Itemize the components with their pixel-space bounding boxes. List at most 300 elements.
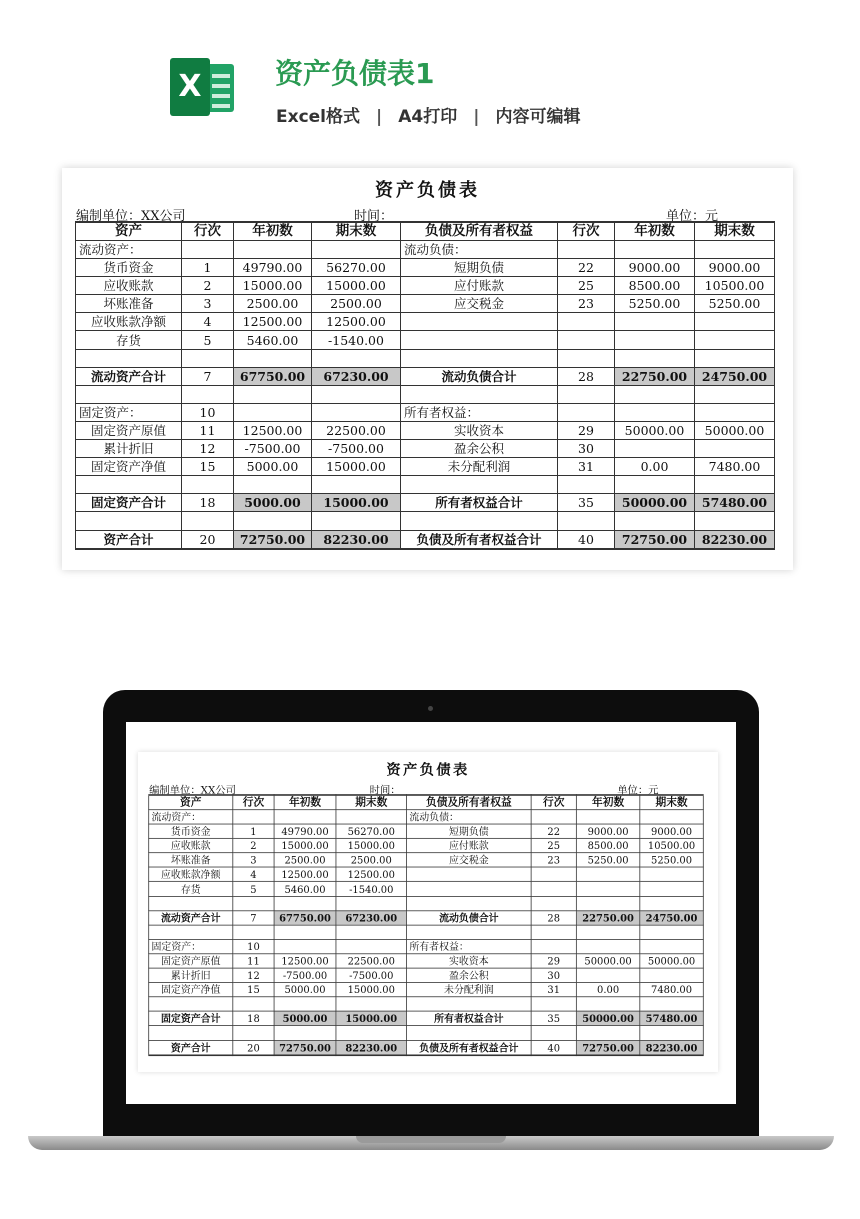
- table-cell: 50000.00: [695, 421, 775, 439]
- table-cell: 15000.00: [336, 1011, 407, 1025]
- table-cell: 应付账款: [401, 277, 558, 295]
- table-cell: 2: [182, 277, 234, 295]
- column-header: 年初数: [576, 795, 639, 810]
- table-cell: [531, 939, 576, 953]
- table-cell: -7500.00: [234, 440, 312, 458]
- table-cell: 流动负债合计: [407, 911, 532, 925]
- table-cell: 固定资产：: [149, 939, 233, 953]
- table-cell: [695, 476, 775, 494]
- table-cell: [336, 997, 407, 1011]
- table-cell: 流动负债合计: [401, 367, 558, 385]
- table-cell: 56270.00: [312, 259, 401, 277]
- table-cell: 累计折旧: [149, 968, 233, 982]
- table-cell: 9000.00: [640, 824, 703, 838]
- table-cell: 12500.00: [234, 421, 312, 439]
- table-cell: [695, 440, 775, 458]
- table-cell: [233, 1026, 274, 1040]
- feature-editable: 内容可编辑: [495, 107, 581, 127]
- table-cell: 盈余公积: [401, 440, 558, 458]
- table-cell: 15000.00: [312, 458, 401, 476]
- table-cell: 存货: [76, 331, 182, 349]
- table-cell: 22: [531, 824, 576, 838]
- table-cell: [149, 925, 233, 939]
- table-cell: 7480.00: [640, 983, 703, 997]
- table-cell: [576, 896, 639, 910]
- table-cell: 8500.00: [615, 277, 695, 295]
- table-cell: [149, 997, 233, 1011]
- table-cell: 18: [182, 494, 234, 512]
- table-cell: 72750.00: [274, 1040, 336, 1055]
- table-cell: 20: [233, 1040, 274, 1055]
- table-cell: [615, 403, 695, 421]
- table-cell: 0.00: [576, 983, 639, 997]
- table-cell: 资产合计: [149, 1040, 233, 1055]
- table-cell: [274, 810, 336, 824]
- table-row: [149, 1026, 704, 1040]
- table-cell: 40: [558, 530, 615, 549]
- table-cell: [576, 997, 639, 1011]
- feature-list: Excel格式 | A4打印 | 内容可编辑: [276, 107, 581, 127]
- table-row: [76, 403, 775, 421]
- table-cell: 31: [558, 458, 615, 476]
- table-row: [76, 259, 775, 277]
- table-cell: 2500.00: [234, 295, 312, 313]
- table-cell: 50000.00: [576, 1011, 639, 1025]
- table-cell: -1540.00: [336, 882, 407, 896]
- table-cell: [558, 331, 615, 349]
- sheet-title: 资产负债表: [386, 761, 470, 779]
- table-cell: 82230.00: [312, 530, 401, 549]
- table-cell: 12500.00: [274, 954, 336, 968]
- table-cell: 9000.00: [615, 259, 695, 277]
- table-cell: [407, 867, 532, 881]
- column-header: 年初数: [274, 795, 336, 810]
- table-cell: 12500.00: [336, 867, 407, 881]
- table-cell: 1: [233, 824, 274, 838]
- table-cell: 28: [558, 367, 615, 385]
- feature-print: A4打印: [398, 107, 458, 127]
- table-cell: [576, 968, 639, 982]
- table-cell: [558, 385, 615, 403]
- table-cell: [695, 313, 775, 331]
- table-cell: 15000.00: [234, 277, 312, 295]
- table-cell: [76, 349, 182, 367]
- table-cell: [576, 925, 639, 939]
- laptop-notch: [356, 1136, 506, 1143]
- table-cell: 5250.00: [615, 295, 695, 313]
- table-row: [149, 810, 704, 824]
- table-cell: 57480.00: [695, 494, 775, 512]
- table-cell: [274, 997, 336, 1011]
- table-cell: 所有者权益合计: [407, 1011, 532, 1025]
- table-cell: 5: [233, 882, 274, 896]
- table-cell: 12500.00: [274, 867, 336, 881]
- table-cell: [312, 403, 401, 421]
- table-cell: 流动资产：: [76, 241, 182, 259]
- table-cell: [531, 1026, 576, 1040]
- table-cell: [234, 403, 312, 421]
- sheet-title: 资产负债表: [375, 180, 480, 201]
- table-cell: [531, 882, 576, 896]
- table-cell: [615, 512, 695, 530]
- table-header-row: [76, 222, 775, 241]
- table-cell: 12500.00: [312, 313, 401, 331]
- table-cell: [234, 349, 312, 367]
- table-row: [76, 494, 775, 512]
- table-cell: 22750.00: [576, 911, 639, 925]
- table-cell: [274, 925, 336, 939]
- table-cell: [640, 810, 703, 824]
- table-row: [149, 997, 704, 1011]
- table-cell: 固定资产合计: [149, 1011, 233, 1025]
- table-cell: [640, 867, 703, 881]
- table-cell: 35: [531, 1011, 576, 1025]
- table-cell: [640, 925, 703, 939]
- table-cell: [401, 331, 558, 349]
- table-row: [149, 954, 704, 968]
- table-cell: -7500.00: [312, 440, 401, 458]
- table-cell: 未分配利润: [407, 983, 532, 997]
- table-cell: 40: [531, 1040, 576, 1055]
- table-cell: [234, 241, 312, 259]
- column-header: 期末数: [640, 795, 703, 810]
- table-cell: [76, 512, 182, 530]
- table-cell: [234, 385, 312, 403]
- table-cell: 资产合计: [76, 530, 182, 549]
- table-cell: [312, 349, 401, 367]
- table-cell: 流动资产合计: [149, 911, 233, 925]
- table-row: [149, 853, 704, 867]
- table-row: [76, 277, 775, 295]
- table-cell: [558, 512, 615, 530]
- table-cell: [401, 313, 558, 331]
- table-cell: 负债及所有者权益合计: [407, 1040, 532, 1055]
- table-cell: 67750.00: [234, 367, 312, 385]
- table-cell: [182, 385, 234, 403]
- table-cell: 22750.00: [615, 367, 695, 385]
- table-cell: [274, 939, 336, 953]
- table-cell: 8500.00: [576, 839, 639, 853]
- table-cell: [401, 512, 558, 530]
- table-cell: [312, 241, 401, 259]
- table-cell: [401, 385, 558, 403]
- currency-label: 单位：元: [666, 209, 719, 224]
- table-cell: 12: [182, 440, 234, 458]
- table-row: [149, 911, 704, 925]
- company-label: 编制单位：XX公司: [76, 209, 186, 224]
- column-header: 行次: [558, 222, 615, 241]
- table-cell: 2500.00: [312, 295, 401, 313]
- table-cell: 累计折旧: [76, 440, 182, 458]
- table-cell: 20: [182, 530, 234, 549]
- table-cell: [336, 896, 407, 910]
- table-cell: [234, 476, 312, 494]
- table-cell: 22500.00: [336, 954, 407, 968]
- table-cell: 72750.00: [234, 530, 312, 549]
- table-cell: 4: [182, 313, 234, 331]
- table-cell: 67230.00: [336, 911, 407, 925]
- table-cell: [615, 476, 695, 494]
- table-cell: -7500.00: [336, 968, 407, 982]
- table-cell: 2500.00: [274, 853, 336, 867]
- column-header: 行次: [233, 795, 274, 810]
- table-cell: [558, 476, 615, 494]
- table-cell: [336, 925, 407, 939]
- table-cell: 流动负债：: [407, 810, 532, 824]
- table-cell: [558, 241, 615, 259]
- time-label: 时间：: [369, 784, 401, 797]
- table-cell: 固定资产原值: [76, 421, 182, 439]
- table-cell: 10500.00: [640, 839, 703, 853]
- table-cell: [531, 997, 576, 1011]
- table-cell: 24750.00: [640, 911, 703, 925]
- table-cell: [640, 968, 703, 982]
- table-cell: [76, 476, 182, 494]
- table-row: [149, 925, 704, 939]
- table-cell: [695, 403, 775, 421]
- table-header-row: [149, 795, 704, 810]
- table-cell: [576, 939, 639, 953]
- table-cell: [336, 1026, 407, 1040]
- table-cell: 18: [233, 1011, 274, 1025]
- table-cell: 22: [558, 259, 615, 277]
- column-header: 资产: [76, 222, 182, 241]
- table-cell: 应交税金: [401, 295, 558, 313]
- table-cell: 50000.00: [615, 494, 695, 512]
- table-cell: [234, 512, 312, 530]
- table-cell: 负债及所有者权益合计: [401, 530, 558, 549]
- table-cell: [615, 440, 695, 458]
- table-cell: 7: [182, 367, 234, 385]
- table-cell: 49790.00: [234, 259, 312, 277]
- table-cell: 25: [531, 839, 576, 853]
- table-cell: 10: [233, 939, 274, 953]
- table-cell: [401, 349, 558, 367]
- table-cell: 5250.00: [695, 295, 775, 313]
- sheet-preview-laptop: [138, 752, 718, 1072]
- table-cell: [312, 385, 401, 403]
- table-cell: 所有者权益合计: [401, 494, 558, 512]
- table-row: [76, 331, 775, 349]
- table-cell: 56270.00: [336, 824, 407, 838]
- table-cell: [407, 882, 532, 896]
- table-cell: 35: [558, 494, 615, 512]
- table-cell: 12500.00: [234, 313, 312, 331]
- table-cell: 23: [558, 295, 615, 313]
- table-cell: [558, 403, 615, 421]
- table-row: [76, 530, 775, 549]
- sheet-content: [62, 168, 793, 570]
- table-cell: 应收账款净额: [76, 313, 182, 331]
- table-cell: [531, 867, 576, 881]
- table-cell: 67750.00: [274, 911, 336, 925]
- table-row: [149, 882, 704, 896]
- table-cell: [531, 896, 576, 910]
- table-cell: 10: [182, 403, 234, 421]
- table-cell: 5460.00: [274, 882, 336, 896]
- column-header: 年初数: [234, 222, 312, 241]
- table-cell: [407, 997, 532, 1011]
- table-cell: 货币资金: [76, 259, 182, 277]
- table-cell: [312, 512, 401, 530]
- table-cell: 固定资产合计: [76, 494, 182, 512]
- table-cell: 9000.00: [576, 824, 639, 838]
- table-cell: 所有者权益：: [407, 939, 532, 953]
- table-cell: -1540.00: [312, 331, 401, 349]
- table-cell: 72750.00: [576, 1040, 639, 1055]
- table-cell: [695, 241, 775, 259]
- table-cell: [233, 810, 274, 824]
- table-cell: 11: [182, 421, 234, 439]
- table-cell: 15: [182, 458, 234, 476]
- table-cell: [336, 810, 407, 824]
- camera-icon: [428, 706, 433, 711]
- table-cell: [576, 1026, 639, 1040]
- table-cell: [695, 349, 775, 367]
- table-cell: 7: [233, 911, 274, 925]
- table-cell: [615, 349, 695, 367]
- column-header: 资产: [149, 795, 233, 810]
- table-cell: 流动负债：: [401, 241, 558, 259]
- table-cell: 货币资金: [149, 824, 233, 838]
- table-row: [76, 421, 775, 439]
- column-header: 行次: [531, 795, 576, 810]
- column-header: 期末数: [312, 222, 401, 241]
- table-cell: 3: [233, 853, 274, 867]
- feature-format: Excel格式: [276, 107, 361, 127]
- table-row: [149, 1040, 704, 1055]
- table-cell: 15000.00: [312, 277, 401, 295]
- table-row: [76, 295, 775, 313]
- table-cell: [233, 896, 274, 910]
- table-cell: [182, 476, 234, 494]
- table-cell: 12: [233, 968, 274, 982]
- table-cell: 23: [531, 853, 576, 867]
- table-cell: [401, 476, 558, 494]
- currency-label: 单位：元: [617, 784, 659, 797]
- table-row: [149, 839, 704, 853]
- balance-sheet-table: [148, 794, 703, 1055]
- table-cell: 短期负债: [401, 259, 558, 277]
- table-cell: [233, 925, 274, 939]
- table-cell: 实收资本: [401, 421, 558, 439]
- table-cell: [615, 241, 695, 259]
- table-row: [76, 367, 775, 385]
- table-cell: [695, 331, 775, 349]
- table-cell: 67230.00: [312, 367, 401, 385]
- table-cell: 盈余公积: [407, 968, 532, 982]
- table-cell: 存货: [149, 882, 233, 896]
- balance-sheet-table: [75, 221, 775, 550]
- table-cell: 29: [531, 954, 576, 968]
- table-cell: [233, 997, 274, 1011]
- table-row: [76, 440, 775, 458]
- table-cell: 24750.00: [695, 367, 775, 385]
- table-cell: 22500.00: [312, 421, 401, 439]
- table-cell: 31: [531, 983, 576, 997]
- table-cell: 11: [233, 954, 274, 968]
- table-row: [149, 939, 704, 953]
- table-row: [76, 349, 775, 367]
- table-row: [76, 385, 775, 403]
- table-cell: [407, 896, 532, 910]
- table-cell: 应交税金: [407, 853, 532, 867]
- column-header: 期末数: [695, 222, 775, 241]
- table-cell: 15000.00: [336, 983, 407, 997]
- table-cell: 1: [182, 259, 234, 277]
- table-cell: 短期负债: [407, 824, 532, 838]
- table-cell: [558, 313, 615, 331]
- table-row: [149, 824, 704, 838]
- table-cell: 9000.00: [695, 259, 775, 277]
- table-cell: 5000.00: [274, 1011, 336, 1025]
- table-cell: [182, 241, 234, 259]
- table-row: [76, 241, 775, 259]
- table-row: [149, 1011, 704, 1025]
- table-cell: 固定资产净值: [149, 983, 233, 997]
- table-cell: 应付账款: [407, 839, 532, 853]
- table-cell: 固定资产净值: [76, 458, 182, 476]
- table-cell: [336, 939, 407, 953]
- table-cell: 25: [558, 277, 615, 295]
- table-cell: [149, 896, 233, 910]
- table-cell: 5250.00: [640, 853, 703, 867]
- table-cell: 固定资产：: [76, 403, 182, 421]
- column-header: 负债及所有者权益: [407, 795, 532, 810]
- table-cell: [182, 349, 234, 367]
- sheet-preview: [62, 168, 793, 570]
- table-cell: [640, 997, 703, 1011]
- table-cell: [274, 1026, 336, 1040]
- sheet-content-laptop: [138, 752, 718, 1072]
- table-cell: [695, 512, 775, 530]
- table-cell: [182, 512, 234, 530]
- table-cell: 72750.00: [615, 530, 695, 549]
- table-cell: [640, 939, 703, 953]
- table-row: [76, 512, 775, 530]
- page-title: 资产负债表1: [275, 57, 435, 90]
- table-cell: [76, 385, 182, 403]
- table-cell: [615, 385, 695, 403]
- table-cell: 7480.00: [695, 458, 775, 476]
- table-cell: -7500.00: [274, 968, 336, 982]
- column-header: 行次: [182, 222, 234, 241]
- table-cell: 82230.00: [695, 530, 775, 549]
- table-cell: 82230.00: [640, 1040, 703, 1055]
- table-row: [76, 313, 775, 331]
- table-cell: 坏账准备: [149, 853, 233, 867]
- table-cell: 未分配利润: [401, 458, 558, 476]
- table-cell: [640, 896, 703, 910]
- table-cell: [640, 882, 703, 896]
- table-cell: 坏账准备: [76, 295, 182, 313]
- table-cell: [407, 1026, 532, 1040]
- table-cell: [274, 896, 336, 910]
- page-header: [0, 0, 860, 160]
- excel-icon: X: [170, 58, 234, 116]
- table-cell: 应收账款: [76, 277, 182, 295]
- table-cell: 5000.00: [234, 458, 312, 476]
- column-header: 期末数: [336, 795, 407, 810]
- table-cell: 30: [531, 968, 576, 982]
- table-cell: 50000.00: [576, 954, 639, 968]
- table-cell: 15000.00: [274, 839, 336, 853]
- table-cell: 82230.00: [336, 1040, 407, 1055]
- table-row: [76, 476, 775, 494]
- table-cell: 流动资产合计: [76, 367, 182, 385]
- table-cell: 10500.00: [695, 277, 775, 295]
- table-cell: 应收账款: [149, 839, 233, 853]
